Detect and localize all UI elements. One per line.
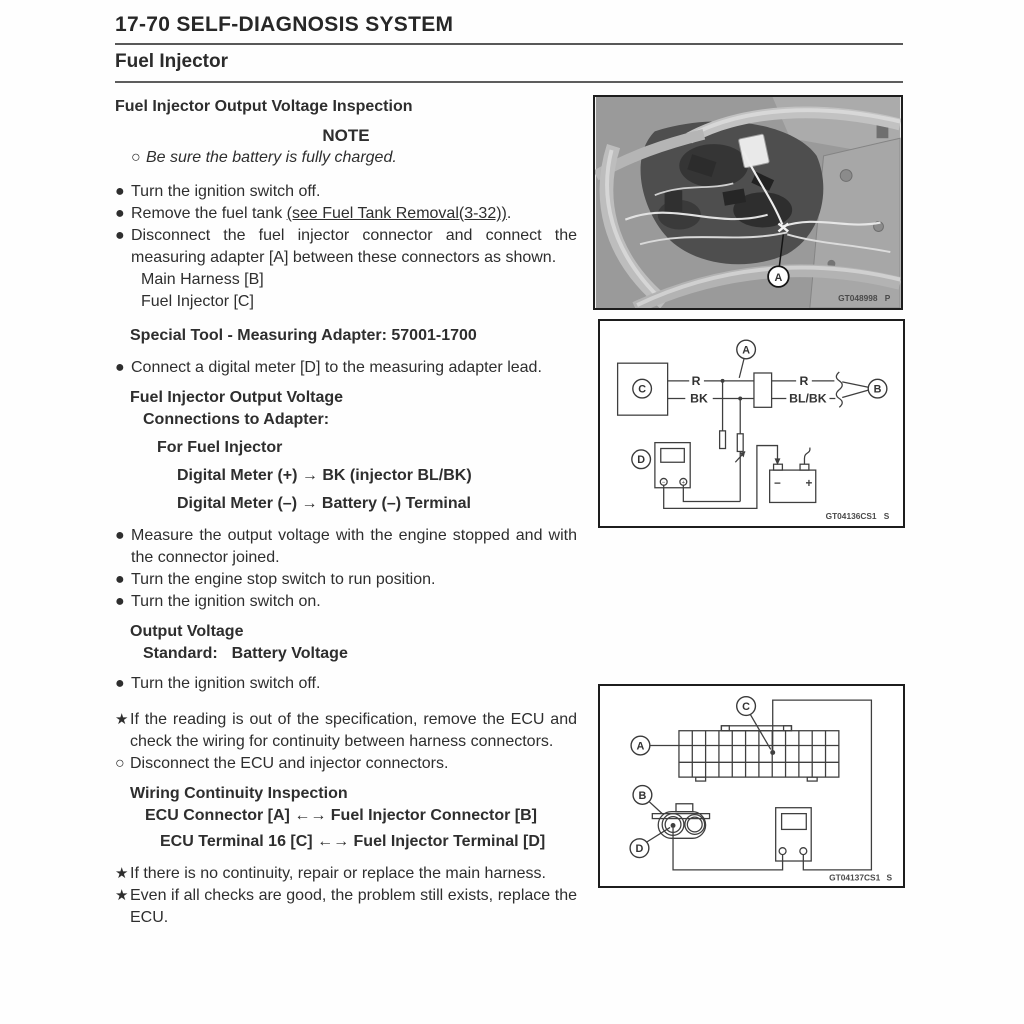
figure-id-suffix: S [883, 511, 890, 522]
wiring-line-1: ECU Connector [A] ←→ Fuel Injector Connector [B] [145, 807, 537, 824]
ecu-continuity-diagram [600, 686, 903, 886]
star-marker: ★ [115, 887, 129, 904]
circle-marker: ○ [131, 149, 141, 166]
output-voltage-standard [115, 643, 577, 665]
step-connect-meter [115, 357, 577, 379]
meter-wiring [661, 446, 781, 509]
ecu-continuity-figure [598, 684, 905, 888]
note-label: NOTE [322, 126, 370, 145]
step-ignition-off-2 [115, 673, 577, 695]
wiring-title: Wiring Continuity Inspection [130, 785, 348, 802]
result-out-of-spec [115, 709, 577, 753]
page-header [115, 13, 903, 83]
digital-meter [776, 808, 812, 861]
callout-d [632, 450, 651, 469]
callout-a-letter: A [636, 740, 645, 753]
spec-subtitle: Connections to Adapter: [143, 411, 330, 428]
step-ignition-on [115, 591, 577, 613]
standard-value: Battery Voltage [231, 645, 348, 662]
meter-plus-sign: + [681, 480, 686, 487]
callout-d [630, 827, 670, 857]
callout-b [633, 786, 662, 814]
battery-minus-sign: − [774, 476, 781, 490]
wire-label-bk: BK [690, 391, 708, 406]
result-text: If the reading is out of the specification, remove the ECU and check the wiring for continuity between harness connectors. [130, 711, 577, 750]
step-text: Turn the ignition switch off. [131, 675, 321, 692]
special-tool-line: Special Tool - Measuring Adapter: 57001-1700 [130, 327, 477, 344]
note-item [115, 147, 577, 169]
callout-c-letter: C [742, 701, 750, 714]
bullet-marker: ● [115, 183, 125, 200]
photo-id-suffix: P [884, 293, 891, 304]
meter-minus-sign: − [661, 480, 666, 487]
meter-wire-left [673, 828, 783, 870]
callout-a-letter: A [774, 272, 783, 285]
bullet-marker: ● [115, 675, 125, 692]
standard-label: Standard: [143, 645, 218, 662]
step-disconnect-injector [115, 225, 577, 269]
callout-d-letter: D [635, 843, 644, 856]
result-replace-ecu [115, 885, 577, 929]
wiring-line-2: ECU Terminal 16 [C] ←→ Fuel Injector Terminal [D] [160, 833, 546, 850]
battery [770, 448, 816, 503]
bullet-marker: ● [115, 527, 125, 544]
output-voltage-block [115, 621, 577, 665]
callout-d-letter: D [637, 454, 646, 467]
callout-a-letter: A [742, 344, 750, 357]
result-text: Even if all checks are good, the problem still exists, replace the ECU. [130, 887, 577, 926]
bullet-marker: ● [115, 593, 125, 610]
adapter-connector [754, 373, 772, 407]
bullet-marker: ● [115, 359, 125, 376]
wire-label-r-left: R [691, 373, 701, 388]
callout-c-letter: C [638, 383, 647, 396]
photo-id: GT048998 [838, 293, 878, 304]
fuel-tank-removal-link[interactable]: (see Fuel Tank Removal(3-32)) [286, 205, 507, 222]
spec-block [115, 387, 577, 515]
spec-title: Fuel Injector Output Voltage [130, 389, 344, 406]
step-disconnect-ecu [115, 753, 577, 775]
step-text: Connect a digital meter [D] to the measuring adapter lead. [131, 359, 542, 376]
callout-a [631, 736, 679, 755]
step-measure [115, 525, 577, 569]
step-text-suffix: . [506, 205, 512, 222]
bullet-marker: ● [115, 205, 125, 222]
callout-a [737, 340, 756, 378]
digital-meter [655, 443, 690, 488]
step-text: Turn the ignition switch off. [131, 183, 321, 200]
section-title: Fuel Injector [115, 51, 903, 83]
left-wires [668, 374, 754, 406]
step-run-switch [115, 569, 577, 591]
circle-marker: ○ [115, 755, 125, 772]
ecu-terminal-16-probe [770, 750, 775, 755]
callout-label-fuel-injector: Fuel Injector [C] [141, 293, 254, 310]
figure-id-suffix: S [886, 872, 893, 883]
star-marker: ★ [115, 865, 129, 882]
callout-b-letter: B [638, 789, 647, 802]
step-text: Turn the engine stop switch to run position. [131, 571, 436, 588]
step-remove-tank [115, 203, 577, 225]
step-text-prefix: Remove the fuel tank [131, 205, 287, 222]
callout-c [737, 697, 771, 750]
step-text [131, 203, 577, 225]
bullet-marker: ● [115, 227, 125, 244]
wire-label-r-right: R [799, 373, 809, 388]
harness-photo-figure [593, 95, 903, 310]
star-marker: ★ [115, 711, 129, 728]
figure-id: GT04137CS1 [829, 872, 881, 883]
step-text: Disconnect the fuel injector connector and connect the measuring adapter [A] between these connectors as shown. [131, 227, 577, 266]
step-text: Disconnect the ECU and injector connectors. [130, 755, 449, 772]
right-wires [772, 372, 887, 407]
battery-plus-sign: + [805, 476, 813, 490]
result-text: If there is no continuity, repair or replace the main harness. [130, 865, 546, 882]
spec-meter-minus-line: Digital Meter (–) → Battery (–) Terminal [177, 495, 471, 512]
step-text: Measure the output voltage with the engine stopped and with the connector joined. [131, 527, 577, 566]
chapter-title: 17-70 SELF-DIAGNOSIS SYSTEM [115, 13, 903, 45]
step-text: Turn the ignition switch on. [131, 593, 321, 610]
result-no-continuity [115, 863, 577, 885]
harness-photo [595, 97, 901, 308]
wiring-block [115, 783, 577, 853]
adapter-circuit-figure [598, 319, 905, 528]
bullet-marker: ● [115, 571, 125, 588]
inspection-heading: Fuel Injector Output Voltage Inspection [115, 98, 413, 115]
ecu-connector-grid [679, 726, 839, 781]
callout-label-main-harness: Main Harness [B] [141, 271, 264, 288]
injector-terminal-probe [671, 823, 676, 828]
wire-label-bl-bk: BL/BK [789, 391, 827, 406]
spec-meter-plus-line: Digital Meter (+) → BK (injector BL/BK) [177, 467, 472, 484]
step-ignition-off [115, 181, 577, 203]
figure-id: GT04136CS1 [825, 511, 877, 522]
output-voltage-title: Output Voltage [130, 623, 244, 640]
note-text: Be sure the battery is fully charged. [146, 149, 397, 166]
callout-b-letter: B [873, 383, 882, 396]
spec-for-line: For Fuel Injector [157, 439, 283, 456]
adapter-circuit-diagram [600, 321, 903, 526]
procedure-column [115, 96, 577, 929]
injector-box-c [618, 363, 668, 415]
